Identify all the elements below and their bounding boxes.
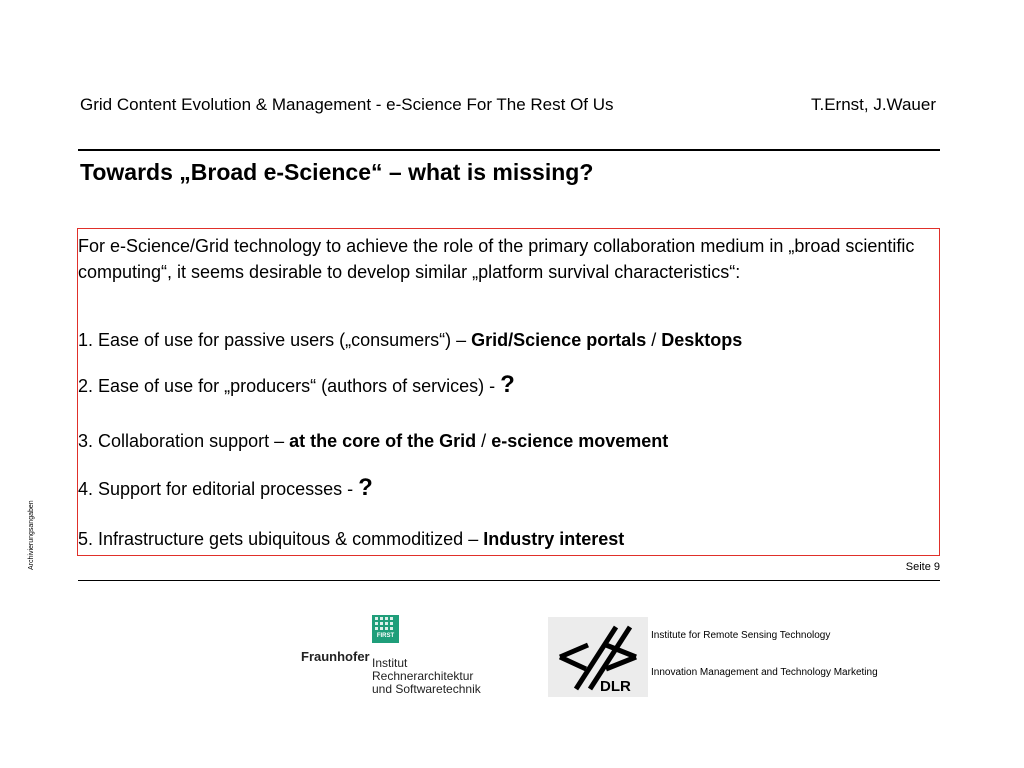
list-item-separator: / [481,431,492,451]
intro-paragraph: For e-Science/Grid technology to achieve the role of the primary collaboration medium in „broad scientific computing“, it seems desirable to develop similar „platform survival characteristics“: [78,236,915,282]
list-item-text: 2. Ease of use for „producers“ (authors of services) - [78,376,501,396]
question-mark: ? [500,371,515,398]
list-item-text: 4. Support for editorial processes - [78,479,359,499]
list-item-2 [78,371,515,399]
list-item-text: 5. Infrastructure gets ubiquitous & commoditized – [78,529,484,549]
first-badge-label: FIRST [376,633,395,639]
archive-note: Archivierungsangaben [28,500,35,570]
dlr-institute-line: Institute for Remote Sensing Technology [651,630,831,641]
question-mark: ? [358,474,373,501]
page-number: Seite 9 [905,561,940,573]
fraunhofer-name: Fraunhofer [301,649,370,664]
dlr-logo-icon [548,617,648,697]
dlr-logo-text: DLR [600,678,631,695]
institute-line: Rechnerarchitektur [372,669,474,683]
list-item-bold: Desktops [661,330,743,350]
institute-line: und Softwaretechnik [372,682,481,696]
list-item-bold: e-science movement [491,431,669,451]
institute-line: Institut [372,656,408,670]
fraunhofer-institute [372,657,481,696]
top-divider [78,149,940,151]
dlr-department-line: Innovation Management and Technology Marketing [651,667,878,678]
fraunhofer-logo [300,612,490,702]
list-item-4 [78,474,373,502]
list-item-text: 1. Ease of use for passive users („consumers“) – [78,330,472,350]
slide-title: Towards „Broad e-Science“ – what is missing? [80,159,594,185]
header-authors: T.Ernst, J.Wauer [810,95,936,114]
list-item-text: 3. Collaboration support – [78,431,290,451]
list-item-5 [78,529,624,550]
header-title: Grid Content Evolution & Management - e-Science For The Rest Of Us [80,95,614,114]
list-item-separator: / [646,330,662,350]
list-item-3 [78,431,668,452]
list-item-bold: Grid/Science portals [471,330,647,350]
list-item-bold: at the core of the Grid [289,431,482,451]
list-item-1 [78,330,742,351]
bottom-divider [78,580,940,581]
list-item-bold: Industry interest [483,529,625,549]
